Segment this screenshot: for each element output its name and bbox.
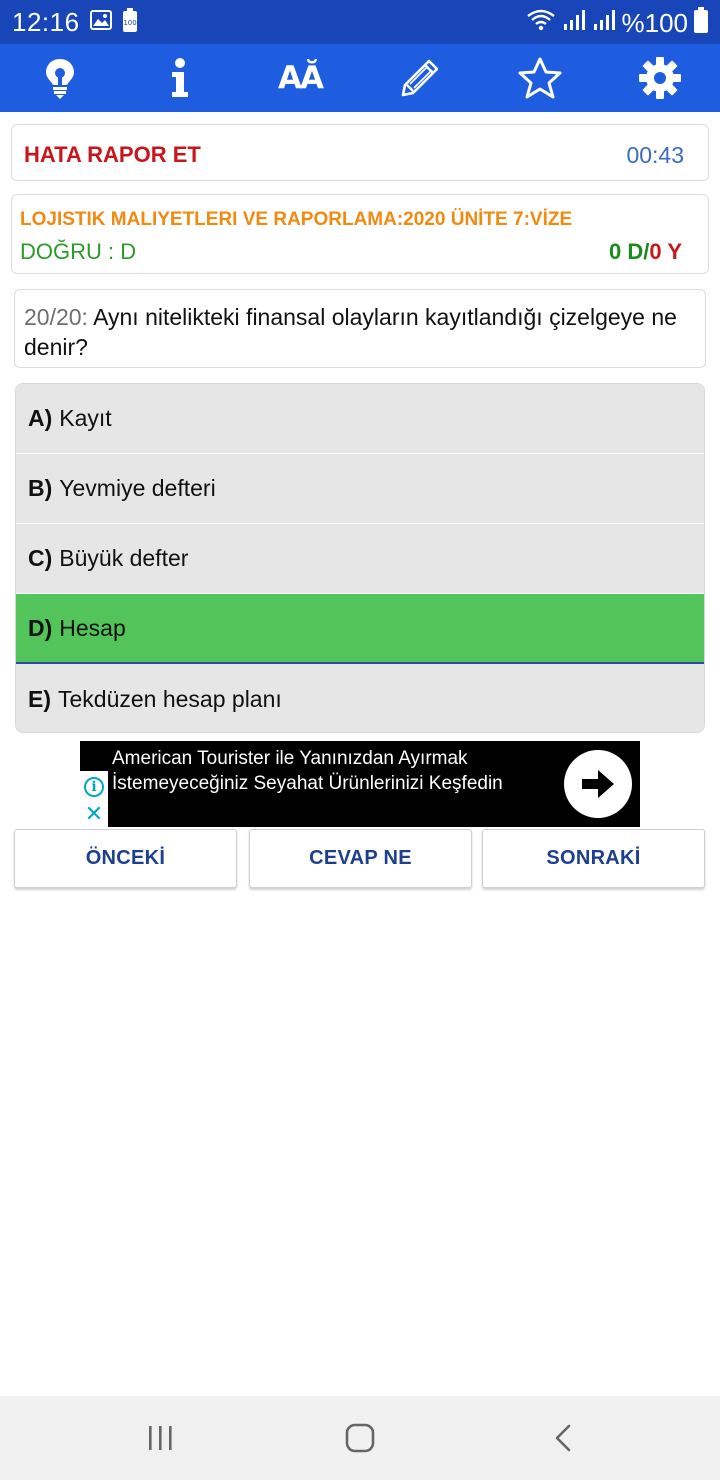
option-e[interactable] bbox=[16, 664, 704, 733]
option-b[interactable] bbox=[16, 454, 704, 524]
battery-icon bbox=[694, 7, 708, 40]
info-button[interactable] bbox=[150, 48, 210, 108]
arrow-right-icon bbox=[580, 769, 616, 799]
toolbar bbox=[0, 44, 720, 112]
report-error-link[interactable]: HATA RAPOR ET bbox=[24, 142, 201, 167]
question-card bbox=[14, 289, 706, 368]
info-icon bbox=[169, 58, 191, 98]
font-size-button[interactable] bbox=[270, 48, 330, 108]
signal-icon bbox=[592, 8, 616, 39]
show-answer-button[interactable]: CEVAP NE bbox=[249, 829, 472, 888]
battery-text: %100 bbox=[621, 8, 688, 38]
system-nav-bar bbox=[0, 1396, 720, 1480]
notes-button[interactable] bbox=[390, 48, 450, 108]
option-letter: E) bbox=[28, 685, 51, 712]
home-icon bbox=[344, 1422, 376, 1454]
ad-close-icon[interactable]: ✕ bbox=[82, 803, 106, 825]
status-left-icons bbox=[90, 10, 138, 34]
option-text: Yevmiye defteri bbox=[59, 475, 216, 501]
score-wrong: 0 Y bbox=[649, 239, 682, 264]
signal-icon bbox=[562, 8, 586, 39]
next-button[interactable]: SONRAKİ bbox=[482, 829, 705, 888]
correct-answer: DOĞRU : D bbox=[20, 239, 137, 264]
settings-button[interactable] bbox=[630, 48, 690, 108]
info-card bbox=[11, 194, 709, 274]
favorite-button[interactable] bbox=[510, 48, 570, 108]
question-number: 20/20: bbox=[24, 304, 88, 330]
option-d[interactable] bbox=[16, 594, 704, 664]
status-time: 12:16 bbox=[12, 7, 80, 37]
ad-banner[interactable] bbox=[80, 741, 640, 827]
course-title: LOJISTIK MALIYETLERI VE RAPORLAMA:2020 ÜNİTE 7:VİZE bbox=[20, 209, 573, 230]
font-size-icon: AĂ bbox=[278, 60, 322, 96]
home-button[interactable] bbox=[340, 1418, 380, 1458]
status-right bbox=[526, 7, 709, 40]
previous-button[interactable]: ÖNCEKİ bbox=[14, 829, 237, 888]
option-c[interactable] bbox=[16, 524, 704, 594]
ad-arrow-button[interactable] bbox=[564, 750, 632, 818]
option-text: Büyük defter bbox=[59, 545, 189, 571]
lightbulb-icon bbox=[43, 57, 77, 99]
score bbox=[609, 239, 682, 265]
report-card bbox=[11, 124, 709, 181]
question-text-block bbox=[24, 302, 694, 362]
battery-saver-icon bbox=[122, 8, 138, 37]
option-a[interactable] bbox=[16, 384, 704, 454]
answer-options bbox=[15, 383, 705, 733]
option-letter: A) bbox=[28, 405, 53, 431]
star-icon bbox=[517, 56, 563, 100]
timer: 00:43 bbox=[626, 142, 684, 168]
svg-text:100: 100 bbox=[123, 18, 137, 27]
status-bar bbox=[0, 0, 720, 44]
wifi-icon bbox=[526, 8, 556, 39]
option-text: Tekdüzen hesap planı bbox=[58, 685, 282, 712]
option-letter: B) bbox=[28, 475, 53, 501]
recent-apps-button[interactable] bbox=[140, 1418, 180, 1458]
recent-apps-icon bbox=[145, 1424, 175, 1452]
ad-text: American Tourister ile Yanınızdan Ayırmak İstemeyeceğiniz Seyahat Ürünlerinizi Keşfedin bbox=[112, 748, 503, 794]
hint-button[interactable] bbox=[30, 48, 90, 108]
back-icon bbox=[553, 1423, 573, 1453]
question-text: Aynı nitelikteki finansal olayların kayıtlandığı çizelgeye ne denir? bbox=[24, 304, 677, 360]
ad-info-icon[interactable]: i bbox=[84, 777, 104, 797]
score-separator: / bbox=[643, 239, 650, 264]
pencil-icon bbox=[399, 57, 441, 99]
option-text: Hesap bbox=[59, 614, 126, 641]
back-button[interactable] bbox=[543, 1418, 583, 1458]
score-correct: 0 D bbox=[609, 239, 644, 264]
image-icon bbox=[90, 10, 112, 35]
option-text: Kayıt bbox=[59, 405, 112, 431]
gear-icon bbox=[638, 56, 682, 100]
option-letter: C) bbox=[28, 545, 53, 571]
option-letter: D) bbox=[28, 614, 53, 641]
